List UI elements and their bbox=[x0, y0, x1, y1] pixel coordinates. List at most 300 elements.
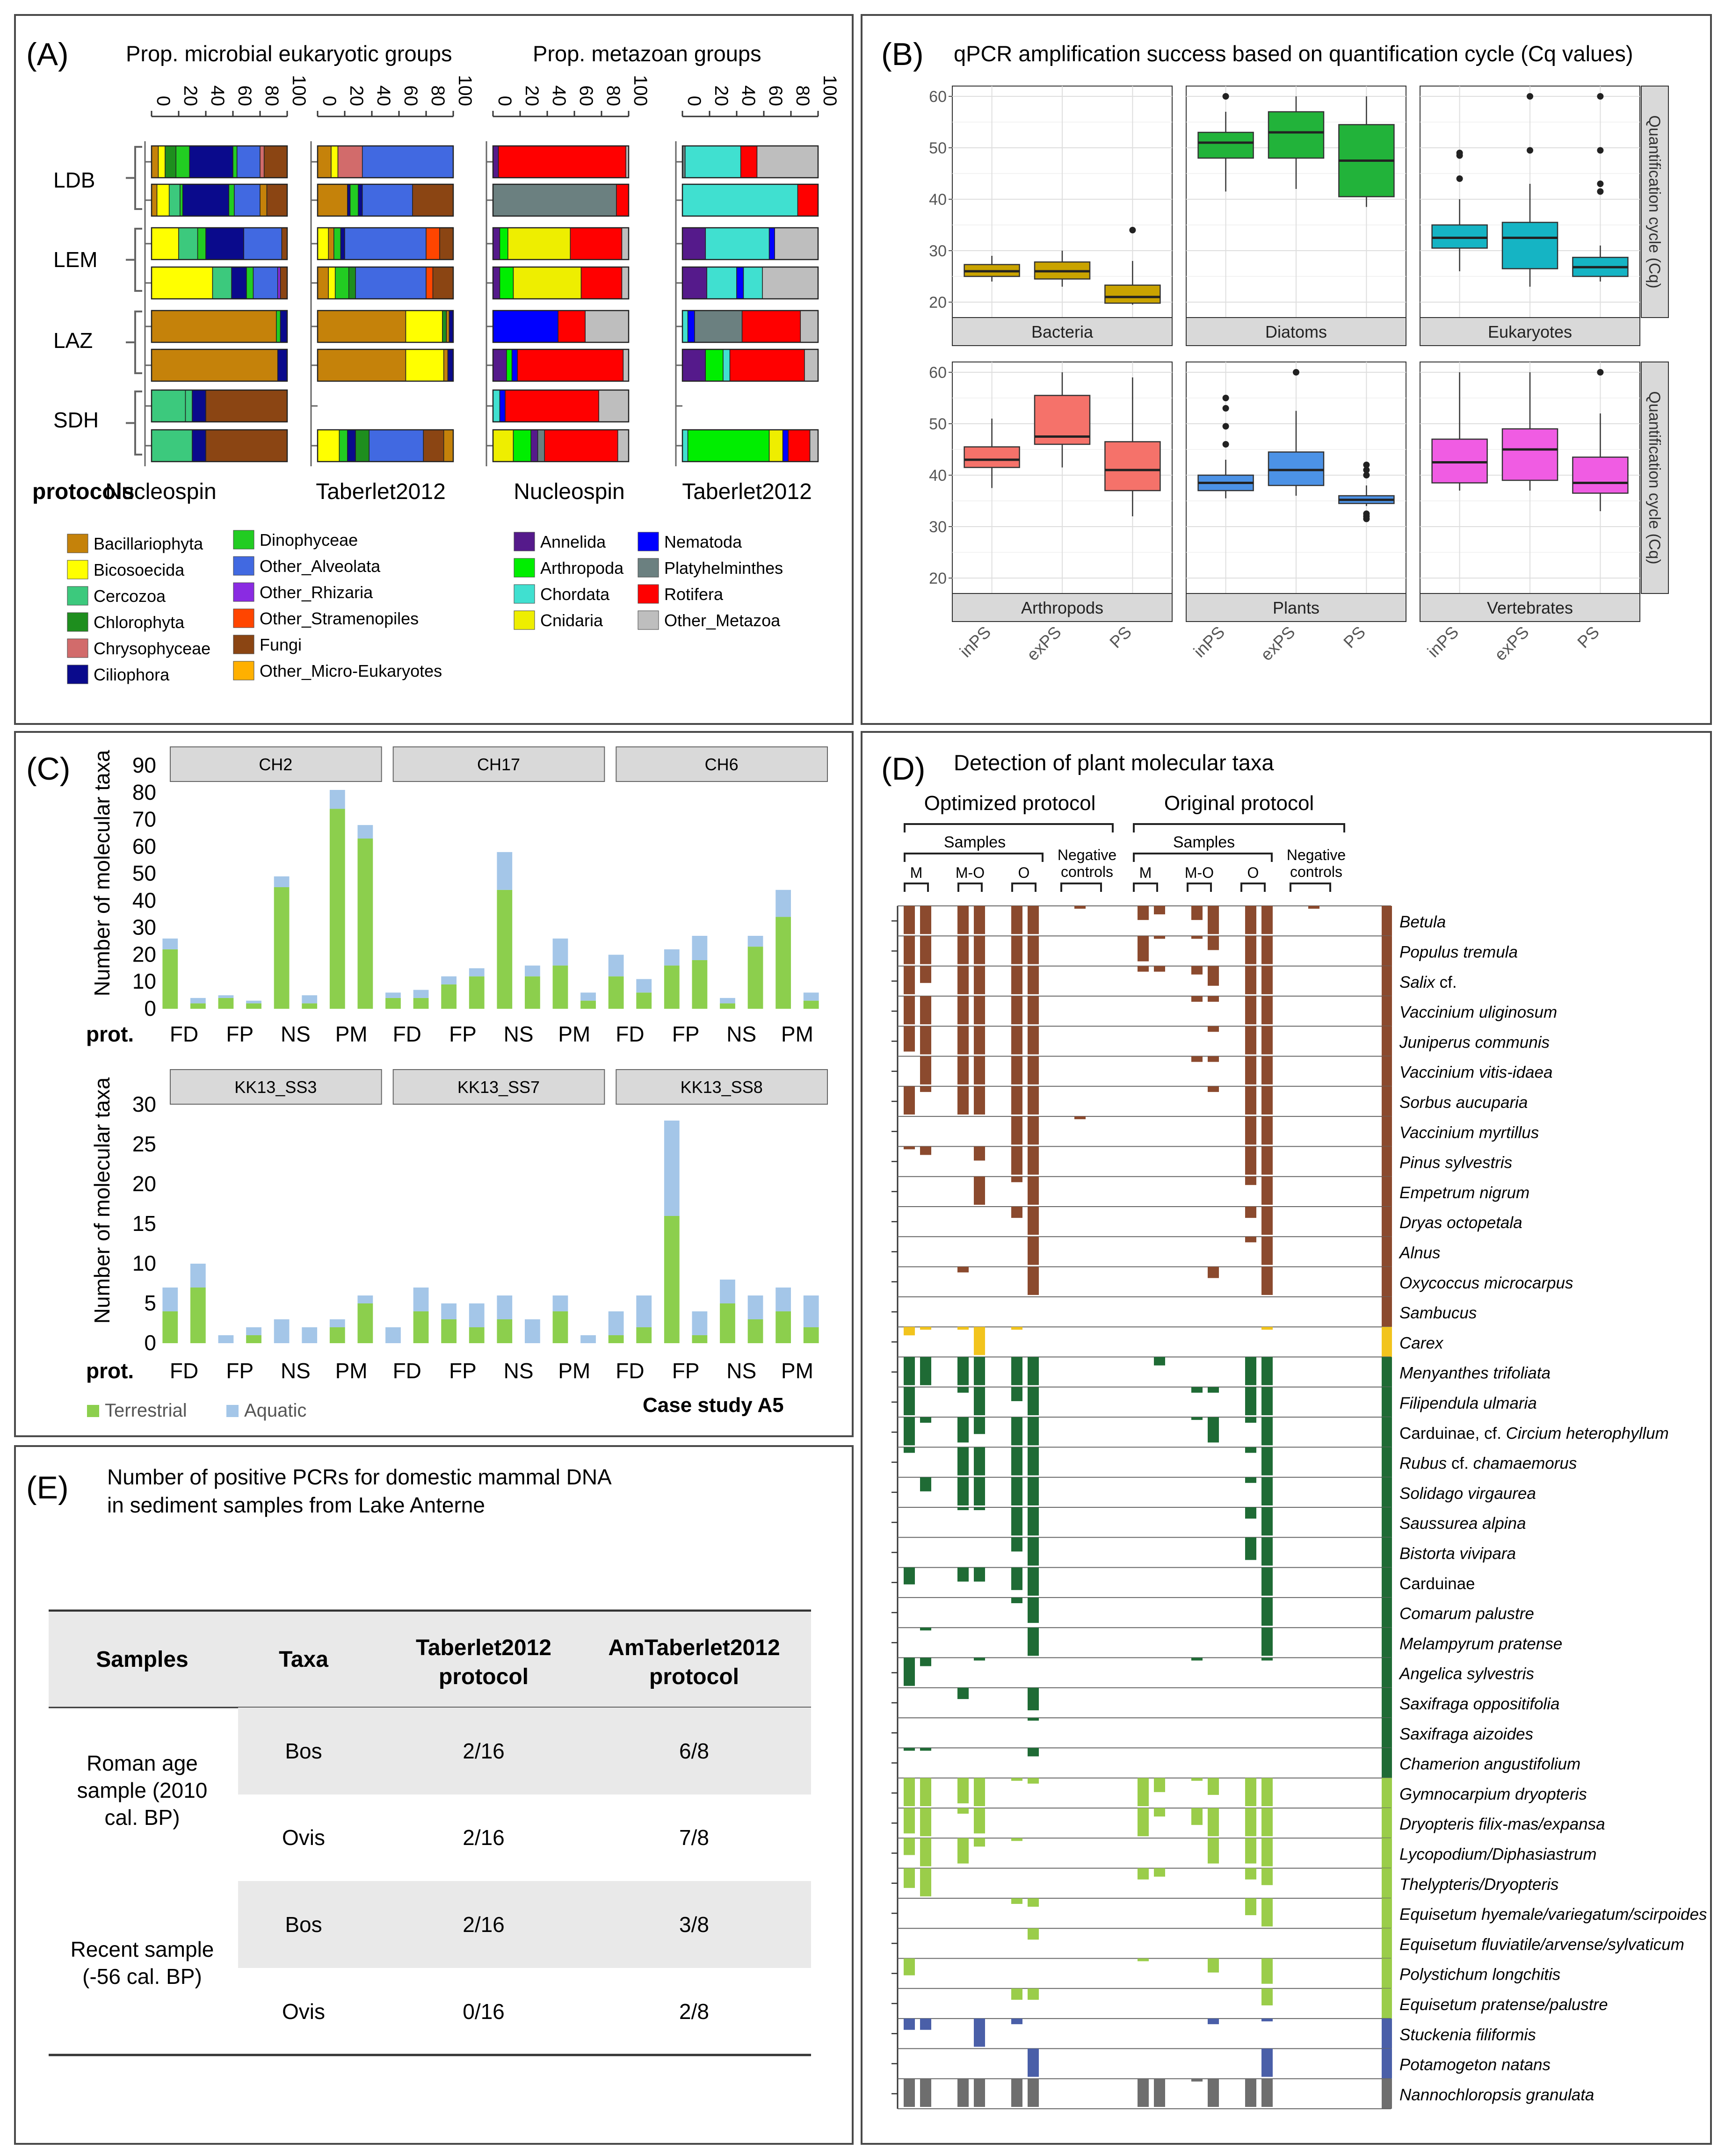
detection-bar bbox=[1245, 996, 1256, 1024]
site-label-laz: LAZ bbox=[53, 328, 93, 353]
panel-e-table bbox=[16, 1447, 854, 2145]
stacked-bar-segment bbox=[186, 390, 193, 422]
legend-label: Other_Micro-Eukaryotes bbox=[260, 661, 442, 680]
axis-tick-label: 40 bbox=[373, 85, 394, 106]
detection-bar bbox=[957, 1026, 969, 1054]
detection-bar bbox=[920, 966, 931, 983]
panel-a-legend bbox=[67, 530, 783, 684]
detection-bar bbox=[1245, 1838, 1256, 1863]
detection-bar bbox=[1208, 2019, 1219, 2024]
stacked-bar-segment bbox=[730, 349, 805, 381]
detection-bar bbox=[1011, 1116, 1022, 1144]
axis-tick-label: 60 bbox=[576, 85, 596, 106]
x-tick-label: exPS bbox=[1022, 622, 1065, 665]
table-row-bg bbox=[238, 1881, 811, 1968]
detection-bar bbox=[1191, 1417, 1203, 1420]
case-study-label: Case study A5 bbox=[643, 1394, 784, 1417]
y-tick-label: 20 bbox=[132, 1172, 156, 1196]
detection-bar bbox=[1028, 1507, 1039, 1535]
group-color-strip bbox=[1382, 1477, 1392, 1507]
bar-aquatic bbox=[469, 968, 485, 976]
detection-bar bbox=[1191, 1808, 1203, 1825]
detection-bar bbox=[1011, 1327, 1022, 1330]
detection-bar bbox=[1154, 906, 1165, 914]
prot-category-label: PM bbox=[335, 1022, 368, 1046]
stacked-bar-segment bbox=[318, 349, 406, 381]
group-color-strip bbox=[1382, 1989, 1392, 2019]
detection-bar bbox=[1011, 906, 1022, 934]
detection-bar bbox=[974, 936, 985, 964]
stacked-bar-segment bbox=[682, 311, 688, 342]
stacked-bar-segment bbox=[348, 430, 355, 462]
axis-tick-label: 80 bbox=[261, 85, 282, 106]
y-tick-label: 60 bbox=[132, 834, 156, 859]
group-color-strip bbox=[1382, 1838, 1392, 1868]
bar-terrestrial bbox=[609, 977, 624, 1009]
bar-terrestrial bbox=[692, 960, 707, 1009]
stacked-bar-segment bbox=[798, 184, 819, 216]
detection-bar bbox=[1138, 1959, 1149, 1961]
detection-bar bbox=[1261, 1056, 1273, 1085]
y-tick-label: 60 bbox=[929, 88, 947, 106]
negative-controls-label: controls bbox=[1290, 863, 1343, 880]
y-tick-label: 40 bbox=[929, 467, 947, 485]
legend-label: Ciliophora bbox=[94, 665, 170, 684]
taxon-label: Filipendula ulmaria bbox=[1399, 1394, 1537, 1412]
x-tick-label: exPS bbox=[1256, 622, 1299, 665]
site-strip-label: KK13_SS3 bbox=[234, 1078, 317, 1097]
y-tick-label: 25 bbox=[132, 1132, 156, 1156]
detection-bar bbox=[974, 996, 985, 1024]
axis-tick-label: 20 bbox=[346, 85, 367, 106]
outlier-point bbox=[1457, 150, 1463, 156]
y-tick-label: 5 bbox=[144, 1291, 156, 1315]
bar-aquatic bbox=[246, 1001, 261, 1004]
prot-category-label: PM bbox=[781, 1359, 813, 1383]
bar-aquatic bbox=[692, 936, 707, 960]
detection-bar bbox=[1011, 966, 1022, 994]
detection-bar bbox=[1261, 1778, 1273, 1806]
detection-bar bbox=[957, 906, 969, 934]
bar-terrestrial bbox=[748, 947, 763, 1009]
bar-terrestrial bbox=[748, 1319, 763, 1343]
bar-aquatic bbox=[609, 955, 624, 976]
detection-bar bbox=[1028, 1537, 1039, 1565]
detection-bar bbox=[1261, 1237, 1273, 1265]
bar-terrestrial bbox=[636, 992, 652, 1009]
y-tick-label: 50 bbox=[929, 415, 947, 433]
detection-bar bbox=[1208, 1026, 1219, 1032]
taxon-label: Rubus cf. chamaemorus bbox=[1399, 1454, 1577, 1473]
detection-bar bbox=[974, 1177, 985, 1205]
detection-bar bbox=[1028, 1447, 1039, 1475]
stacked-bar-segment bbox=[355, 430, 369, 462]
taxon-label: Polystichum longchitis bbox=[1399, 1965, 1561, 1984]
stacked-bar-segment bbox=[406, 311, 442, 342]
detection-bar bbox=[974, 1447, 985, 1475]
micro-title: Prop. microbial eukaryotic groups bbox=[126, 41, 452, 66]
detection-bar bbox=[1191, 906, 1203, 920]
stacked-bar-segment bbox=[355, 267, 426, 299]
group-color-strip bbox=[1382, 2079, 1392, 2109]
detection-bar bbox=[1261, 1537, 1273, 1565]
bar-aquatic bbox=[469, 1303, 485, 1327]
stacked-bar-segment bbox=[206, 430, 287, 462]
detection-bar bbox=[904, 1868, 915, 1888]
header-bracket bbox=[1134, 824, 1344, 832]
stacked-bar-segment bbox=[805, 349, 818, 381]
detection-bar bbox=[1261, 1808, 1273, 1836]
stacked-bar-segment bbox=[179, 228, 198, 260]
detection-bar bbox=[1028, 1628, 1039, 1656]
legend-label: Cnidaria bbox=[540, 611, 603, 630]
table-cell-taberlet2012: 2/16 bbox=[463, 1825, 505, 1850]
detection-bar bbox=[1208, 1838, 1219, 1863]
stacked-bar-segment bbox=[318, 146, 331, 178]
detection-bar bbox=[1208, 1056, 1219, 1062]
taxon-label: Thelypteris/Dryopteris bbox=[1399, 1875, 1559, 1894]
taxon-label: Equisetum pratense/palustre bbox=[1399, 1995, 1608, 2014]
outlier-point bbox=[1527, 147, 1533, 154]
y-tick-label: 10 bbox=[132, 969, 156, 994]
bar-terrestrial bbox=[190, 1288, 206, 1343]
box bbox=[1432, 225, 1487, 248]
detection-bar bbox=[1011, 1507, 1022, 1535]
facet-strip-label: Eukaryotes bbox=[1487, 322, 1573, 341]
bar-terrestrial bbox=[162, 1311, 178, 1343]
stacked-bar-segment bbox=[362, 146, 453, 178]
detection-bar bbox=[1245, 1447, 1256, 1453]
axis-tick-label: 60 bbox=[765, 85, 786, 106]
outlier-point bbox=[1223, 405, 1229, 412]
detection-bar bbox=[1028, 996, 1039, 1024]
detection-bar bbox=[1261, 1357, 1273, 1385]
detection-bar bbox=[957, 2079, 969, 2107]
detection-bar bbox=[1154, 1808, 1165, 1816]
stacked-bar-segment bbox=[152, 228, 179, 260]
bar-aquatic bbox=[748, 1295, 763, 1319]
taxon-label: Oxycoccus microcarpus bbox=[1399, 1273, 1573, 1292]
stacked-bar-segment bbox=[499, 146, 626, 178]
group-color-strip bbox=[1382, 1297, 1392, 1327]
stacked-bar-segment bbox=[508, 228, 570, 260]
legend-swatch bbox=[638, 611, 659, 629]
detection-bar bbox=[1245, 1537, 1256, 1560]
taxon-label: Angelica sylvestris bbox=[1399, 1664, 1534, 1683]
detection-bar bbox=[904, 1357, 915, 1385]
stacked-bar-segment bbox=[682, 184, 798, 216]
sample-label-roman: Roman age bbox=[87, 1751, 198, 1775]
prot-category-label: FD bbox=[169, 1022, 199, 1046]
detection-bar bbox=[957, 1838, 969, 1863]
prot-category-label: FP bbox=[672, 1022, 700, 1046]
box bbox=[1198, 132, 1254, 158]
stacked-bar-segment bbox=[737, 267, 744, 299]
taxon-label: Melampyrum pratense bbox=[1399, 1635, 1563, 1653]
legend-swatch bbox=[638, 532, 659, 551]
prot-category-label: FD bbox=[616, 1359, 645, 1383]
site-labels bbox=[53, 168, 99, 432]
detection-bar bbox=[1011, 996, 1022, 1024]
detection-bar bbox=[1245, 1898, 1256, 1915]
stacked-bar-segment bbox=[623, 349, 629, 381]
y-tick-label: 20 bbox=[929, 294, 947, 311]
header-bracket bbox=[1134, 854, 1272, 862]
sample-group-label: O bbox=[1247, 864, 1259, 881]
detection-bar bbox=[904, 966, 915, 994]
stacked-bar-segment bbox=[742, 311, 801, 342]
header-bracket bbox=[1134, 883, 1157, 892]
detection-bar bbox=[1074, 1116, 1086, 1119]
stacked-bar-segment bbox=[358, 184, 362, 216]
axis-tick-label: 40 bbox=[207, 85, 228, 106]
detection-bar bbox=[920, 1026, 931, 1054]
stacked-bar-segment bbox=[599, 390, 629, 422]
bar-terrestrial bbox=[804, 1001, 819, 1009]
sample-group-label: M-O bbox=[1184, 864, 1214, 881]
legend-swatch bbox=[233, 557, 254, 575]
samples-label: Samples bbox=[943, 833, 1006, 851]
meta-title: Prop. metazoan groups bbox=[533, 41, 761, 66]
outlier-point bbox=[1597, 369, 1603, 376]
detection-bar bbox=[1261, 2048, 1273, 2076]
detection-bar bbox=[1074, 906, 1086, 909]
site-bracket bbox=[135, 229, 142, 291]
detection-bar bbox=[1245, 1808, 1256, 1836]
detection-bar bbox=[957, 966, 969, 994]
detection-bar bbox=[957, 1327, 969, 1330]
legend-label: Nematoda bbox=[664, 532, 742, 551]
bar-aquatic bbox=[720, 1280, 735, 1303]
stacked-bar-segment bbox=[682, 349, 705, 381]
detection-bar bbox=[1138, 1868, 1149, 1880]
stacked-bar-segment bbox=[165, 146, 176, 178]
group-color-strip bbox=[1382, 1387, 1392, 1417]
legend-label: Chordata bbox=[540, 585, 610, 604]
detection-bar bbox=[1138, 906, 1149, 920]
detection-bar bbox=[1191, 966, 1203, 975]
detection-bar bbox=[1154, 936, 1165, 939]
bar-terrestrial bbox=[609, 1335, 624, 1343]
bar-terrestrial bbox=[190, 1003, 206, 1009]
y-tick-label: 60 bbox=[929, 364, 947, 382]
detection-bar bbox=[1011, 936, 1022, 964]
y-tick-label: 70 bbox=[132, 807, 156, 832]
stacked-bar-segment bbox=[369, 430, 423, 462]
detection-bar bbox=[1208, 1086, 1219, 1092]
stacked-bar-segment bbox=[426, 228, 440, 260]
detection-bar bbox=[957, 1688, 969, 1699]
taxon-label: Nannochloropsis granulata bbox=[1399, 2085, 1595, 2104]
detection-bar bbox=[1261, 2079, 1273, 2107]
x-tick-label: inPS bbox=[956, 622, 995, 661]
group-color-strip bbox=[1382, 966, 1392, 996]
stacked-bar-segment bbox=[449, 311, 453, 342]
axis-tick-label: 20 bbox=[180, 85, 201, 106]
detection-bar bbox=[1208, 1808, 1219, 1836]
prot-category-label: FP bbox=[226, 1022, 254, 1046]
stacked-bar-segment bbox=[544, 430, 618, 462]
bar-terrestrial bbox=[357, 1303, 373, 1343]
taxon-label: Solidago virgaurea bbox=[1399, 1484, 1536, 1503]
detection-bar bbox=[1191, 2079, 1203, 2082]
sample-group-label: M bbox=[910, 864, 923, 881]
facet-strip-label: Arthropods bbox=[1021, 598, 1104, 617]
bar-aquatic bbox=[720, 998, 735, 1004]
detection-bar bbox=[1245, 966, 1256, 994]
group-color-strip bbox=[1382, 1267, 1392, 1297]
detection-bar bbox=[1011, 1537, 1022, 1551]
group-color-strip bbox=[1382, 936, 1392, 966]
detection-bar bbox=[904, 1447, 915, 1453]
stacked-bar-segment bbox=[448, 349, 453, 381]
detection-bar bbox=[1028, 1688, 1039, 1710]
legend-swatch-terrestrial bbox=[87, 1405, 99, 1417]
detection-bar bbox=[904, 1658, 915, 1686]
detection-bar bbox=[1245, 2079, 1256, 2107]
axis-tick-label: 0 bbox=[319, 95, 340, 106]
detection-bar bbox=[1261, 1838, 1273, 1866]
taxon-label: Dryas octopetala bbox=[1399, 1214, 1522, 1232]
detection-bar bbox=[1245, 1056, 1256, 1085]
taxon-label: Sambucus bbox=[1399, 1304, 1477, 1323]
detection-bar bbox=[1138, 1808, 1149, 1836]
bar-terrestrial bbox=[441, 984, 457, 1009]
detection-bar bbox=[974, 1568, 985, 1582]
detection-bar bbox=[920, 1868, 931, 1896]
bar-aquatic bbox=[804, 992, 819, 1000]
box bbox=[1502, 223, 1558, 269]
stacked-bar-segment bbox=[159, 146, 166, 178]
detection-bar bbox=[1261, 1267, 1273, 1295]
taxon-label: Vaccinium myrtillus bbox=[1399, 1123, 1539, 1142]
header-bracket bbox=[1012, 883, 1036, 892]
detection-bar bbox=[1261, 1146, 1273, 1174]
bar-aquatic bbox=[274, 876, 290, 887]
detection-bar bbox=[974, 1808, 985, 1833]
stacked-bar-segment bbox=[682, 228, 705, 260]
detection-bar bbox=[1261, 1598, 1273, 1626]
detection-bar bbox=[1308, 906, 1319, 909]
bar-aquatic bbox=[246, 1327, 261, 1335]
detection-bar bbox=[1261, 996, 1273, 1024]
panel-d-header bbox=[905, 792, 1346, 892]
site-strip-label: KK13_SS8 bbox=[680, 1078, 763, 1097]
legend-label: Arthropoda bbox=[540, 558, 624, 578]
detection-bar bbox=[1154, 1357, 1165, 1366]
stacked-bar-segment bbox=[493, 146, 499, 178]
stacked-bar-segment bbox=[349, 267, 356, 299]
detection-bar bbox=[974, 1477, 985, 1505]
legend-swatch bbox=[67, 586, 88, 605]
stacked-bar-segment bbox=[493, 228, 500, 260]
detection-bar bbox=[1261, 1868, 1273, 1885]
taxon-label: Vaccinium vitis-idaea bbox=[1399, 1063, 1553, 1082]
bar-terrestrial bbox=[385, 998, 401, 1009]
detection-bar bbox=[1028, 936, 1039, 964]
table-cell-amtaberlet2012: 6/8 bbox=[679, 1739, 709, 1763]
taxon-label: Juniperus communis bbox=[1399, 1033, 1550, 1052]
stacked-bar-segment bbox=[152, 146, 159, 178]
detection-bar bbox=[974, 1146, 985, 1160]
negative-controls-label: Negative bbox=[1057, 846, 1117, 863]
stacked-bar-segment bbox=[447, 311, 449, 342]
detection-bar bbox=[1138, 1778, 1149, 1806]
detection-bar bbox=[1208, 906, 1219, 934]
axis-tick-label: 20 bbox=[711, 85, 732, 106]
stacked-bar-segment bbox=[558, 311, 585, 342]
stacked-bar-segment bbox=[246, 267, 254, 299]
stacked-bar-segment bbox=[328, 228, 334, 260]
detection-bar bbox=[920, 1086, 931, 1092]
stacked-bar-segment bbox=[769, 228, 775, 260]
detection-bar bbox=[1011, 2079, 1022, 2107]
stacked-bar-segment bbox=[318, 267, 328, 299]
legend-label-terrestrial: Terrestrial bbox=[105, 1400, 187, 1421]
detection-bar bbox=[1028, 2079, 1039, 2107]
detection-bar bbox=[904, 2019, 915, 2030]
detection-bar bbox=[1208, 1417, 1219, 1442]
stacked-bar-segment bbox=[723, 349, 730, 381]
panel-e-title-2: in sediment samples from Lake Anterne bbox=[107, 1493, 485, 1517]
detection-bar bbox=[1261, 1658, 1273, 1661]
taxon-label: Alnus bbox=[1399, 1244, 1441, 1262]
bar-aquatic bbox=[357, 1295, 373, 1303]
stacked-bar-segment bbox=[762, 267, 818, 299]
stacked-bar-segment bbox=[707, 267, 737, 299]
detection-bar bbox=[1245, 1868, 1256, 1880]
axis-tick-label: 100 bbox=[630, 75, 651, 106]
stacked-bar-segment bbox=[206, 390, 287, 422]
detection-bar bbox=[1028, 1237, 1039, 1265]
legend-swatch bbox=[67, 560, 88, 579]
legend-swatch bbox=[67, 534, 88, 553]
table-cell-taxa: Ovis bbox=[282, 1825, 325, 1850]
bar-aquatic bbox=[580, 992, 596, 1000]
stacked-bar-segment bbox=[254, 267, 278, 299]
panel-c-chart bbox=[16, 733, 854, 1437]
group-color-strip bbox=[1382, 2048, 1392, 2078]
detection-bar bbox=[1208, 1387, 1219, 1393]
y-axis-label-bottom: Number of molecular taxa bbox=[90, 1077, 114, 1324]
sample-label-recent: (-56 cal. BP) bbox=[82, 1964, 202, 1989]
stacked-bar-segment bbox=[229, 184, 234, 216]
stacked-bar-segment bbox=[234, 184, 260, 216]
bar-aquatic bbox=[776, 890, 791, 917]
group-color-strip bbox=[1382, 996, 1392, 1026]
detection-bar bbox=[957, 1086, 969, 1114]
detection-bar bbox=[1028, 1477, 1039, 1505]
group-color-strip bbox=[1382, 1207, 1392, 1237]
detection-bar bbox=[1245, 1026, 1256, 1054]
group-color-strip bbox=[1382, 1868, 1392, 1898]
axis-tick-label: 0 bbox=[684, 95, 704, 106]
taxon-label: Dryopteris filix-mas/expansa bbox=[1399, 1815, 1605, 1834]
prot-label: prot. bbox=[86, 1022, 134, 1046]
legend-swatch bbox=[233, 609, 254, 628]
stacked-bar-segment bbox=[406, 349, 444, 381]
detection-bar bbox=[957, 1568, 969, 1582]
panel-e-title-1: Number of positive PCRs for domestic mammal DNA bbox=[107, 1465, 612, 1489]
y-tick-label: 0 bbox=[144, 1331, 156, 1355]
table-header-cell: protocol bbox=[649, 1664, 739, 1689]
legend-swatch bbox=[233, 635, 254, 654]
detection-bar bbox=[974, 1026, 985, 1054]
legend-label: Chrysophyceae bbox=[94, 639, 211, 658]
outlier-point bbox=[1527, 93, 1533, 100]
stacked-bar-segment bbox=[444, 430, 453, 462]
panel-b-facets bbox=[929, 86, 1668, 665]
